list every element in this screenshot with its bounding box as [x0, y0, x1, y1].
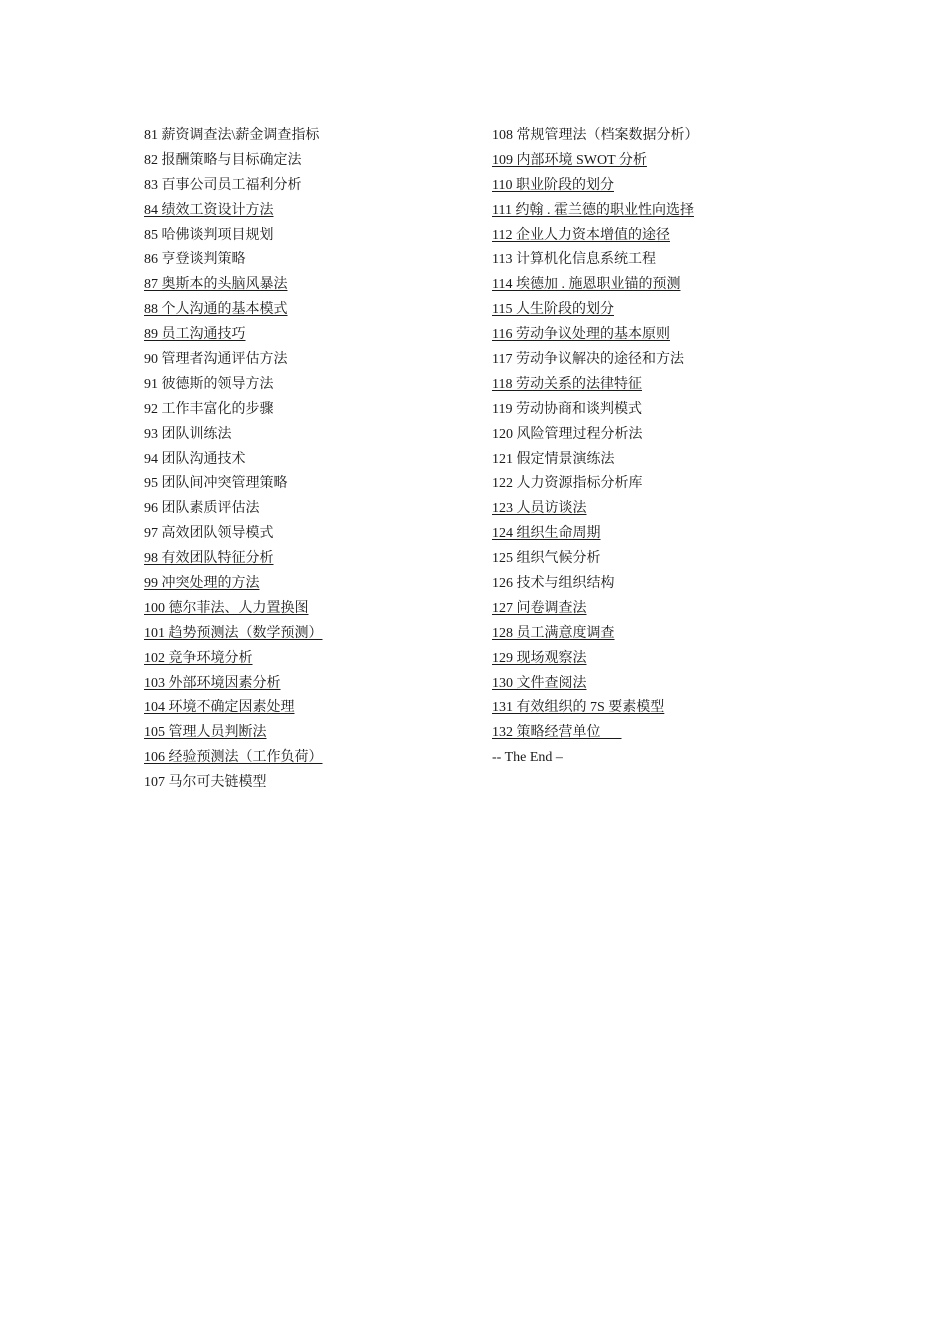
toc-entry-text: 82 报酬策略与目标确定法: [144, 152, 302, 168]
toc-entry: [492, 547, 822, 572]
toc-entry: [144, 174, 474, 199]
toc-entry: [144, 348, 474, 373]
toc-entry-text: 128 员工满意度调查: [492, 625, 615, 641]
toc-entry: [144, 497, 474, 522]
toc-entry-text: 112 企业人力资本增值的途径: [492, 227, 670, 243]
toc-entry[interactable]: [492, 174, 822, 199]
toc-entry[interactable]: [144, 273, 474, 298]
toc-entry[interactable]: [144, 298, 474, 323]
toc-entry-text: 119 劳动协商和谈判模式: [492, 401, 642, 417]
toc-entry: [144, 448, 474, 473]
left-column-list: [144, 124, 474, 796]
toc-entry: [144, 398, 474, 423]
toc-entry-text: 117 劳动争议解决的途径和方法: [492, 352, 684, 368]
toc-entry[interactable]: [492, 323, 822, 348]
toc-entry[interactable]: [492, 373, 822, 398]
toc-entry-text: 109 内部环境 SWOT 分析: [492, 152, 647, 168]
toc-entry-text: 87 奥斯本的头脑风暴法: [144, 277, 288, 293]
toc-entry-text: 126 技术与组织结构: [492, 576, 615, 592]
toc-entry[interactable]: [144, 696, 474, 721]
toc-entry-text: 124 组织生命周期: [492, 526, 601, 542]
toc-entry: [144, 248, 474, 273]
toc-entry: [492, 423, 822, 448]
toc-entry-text: 88 个人沟通的基本模式: [144, 302, 288, 318]
toc-entry[interactable]: [492, 273, 822, 298]
toc-entry-text: 130 文件查阅法: [492, 675, 587, 691]
toc-entry[interactable]: [492, 622, 822, 647]
toc-entry-text: 106 经验预测法（工作负荷）: [144, 750, 323, 766]
toc-entry[interactable]: [144, 746, 474, 771]
toc-entry: [144, 373, 474, 398]
toc-entry-text: 98 有效团队特征分析: [144, 551, 274, 567]
toc-entry-text: 110 职业阶段的划分: [492, 177, 614, 193]
toc-entry[interactable]: [492, 298, 822, 323]
toc-entry: [144, 423, 474, 448]
toc-entry-text: 86 亨登谈判策略: [144, 252, 246, 268]
toc-entry[interactable]: [492, 696, 822, 721]
toc-entry-text: 120 风险管理过程分析法: [492, 426, 643, 442]
toc-entry[interactable]: [144, 721, 474, 746]
toc-entry[interactable]: [492, 149, 822, 174]
toc-entry: [144, 224, 474, 249]
toc-entry: [144, 149, 474, 174]
toc-entry-text: 93 团队训练法: [144, 426, 232, 442]
toc-entry-text: 99 冲突处理的方法: [144, 576, 260, 592]
toc-entry: [492, 572, 822, 597]
toc-entry-text: 90 管理者沟通评估方法: [144, 352, 288, 368]
toc-entry-text: 122 人力资源指标分析库: [492, 476, 643, 492]
toc-entry-text: 92 工作丰富化的步骤: [144, 401, 274, 417]
toc-entry-text: 97 高效团队领导模式: [144, 526, 274, 542]
toc-entry: [144, 124, 474, 149]
toc-entry[interactable]: [144, 547, 474, 572]
toc-entry-text: 121 假定情景演练法: [492, 451, 615, 467]
toc-entry-text: 115 人生阶段的划分: [492, 302, 614, 318]
end-marker: [492, 746, 822, 771]
toc-entry-text: 116 劳动争议处理的基本原则: [492, 327, 670, 343]
toc-entry-text: 100 德尔菲法、人力置换图: [144, 600, 309, 616]
toc-entry-text: 127 问卷调查法: [492, 600, 587, 616]
toc-entry[interactable]: [492, 497, 822, 522]
toc-entry-text: 123 人员访谈法: [492, 501, 587, 517]
toc-entry[interactable]: [492, 672, 822, 697]
toc-entry-text: 125 组织气候分析: [492, 551, 601, 567]
toc-entry[interactable]: [144, 323, 474, 348]
toc-entry-text: 96 团队素质评估法: [144, 501, 260, 517]
toc-entry[interactable]: [492, 224, 822, 249]
toc-entry-text: 89 员工沟通技巧: [144, 327, 246, 343]
toc-entry-text: 118 劳动关系的法律特征: [492, 376, 642, 392]
toc-entry-text: 102 竞争环境分析: [144, 650, 253, 666]
toc-entry-text: 81 薪资调查法\薪金调查指标: [144, 128, 320, 143]
toc-entry[interactable]: [144, 647, 474, 672]
toc-entry[interactable]: [144, 622, 474, 647]
toc-entry[interactable]: [144, 199, 474, 224]
end-marker-text: -- The End –: [492, 750, 563, 766]
toc-entry: [492, 248, 822, 273]
toc-entry: [144, 771, 474, 796]
toc-entry-text: 85 哈佛谈判项目规划: [144, 227, 274, 243]
toc-entry-text: 104 环境不确定因素处理: [144, 700, 295, 716]
toc-entry: [492, 398, 822, 423]
right-column-list: [492, 124, 822, 771]
toc-entry-text: 114 埃德加 . 施恩职业锚的预测: [492, 277, 681, 293]
toc-entry: [492, 448, 822, 473]
toc-entry: [492, 348, 822, 373]
toc-entry-text: 129 现场观察法: [492, 650, 587, 666]
toc-entry-text: 111 约翰 . 霍兰德的职业性向选择: [492, 202, 694, 218]
toc-entry-text: 83 百事公司员工福利分析: [144, 177, 302, 193]
toc-entry-text: 113 计算机化信息系统工程: [492, 252, 656, 268]
toc-entry-text: 107 马尔可夫链模型: [144, 775, 267, 791]
toc-entry[interactable]: [492, 721, 822, 746]
toc-entry-text: 94 团队沟通技术: [144, 451, 246, 467]
toc-entry[interactable]: [144, 597, 474, 622]
toc-entry: [492, 124, 822, 149]
toc-entry: [492, 472, 822, 497]
toc-entry-text: 95 团队间冲突管理策略: [144, 476, 288, 492]
toc-entry-text: 132 策略经营单位: [492, 725, 622, 741]
toc-entry-text: 91 彼德斯的领导方法: [144, 376, 274, 392]
toc-entry[interactable]: [144, 672, 474, 697]
toc-entry[interactable]: [492, 199, 822, 224]
toc-entry-text: 131 有效组织的 7S 要素模型: [492, 700, 665, 716]
toc-entry: [144, 522, 474, 547]
toc-entry-text: 101 趋势预测法（数学预测）: [144, 625, 323, 641]
toc-entry-text: 103 外部环境因素分析: [144, 675, 281, 691]
toc-entry-text: 105 管理人员判断法: [144, 725, 267, 741]
toc-entry[interactable]: [492, 522, 822, 547]
toc-entry[interactable]: [492, 647, 822, 672]
toc-entry: [144, 472, 474, 497]
toc-entry-text: 84 绩效工资设计方法: [144, 202, 274, 218]
toc-entry[interactable]: [144, 572, 474, 597]
toc-entry[interactable]: [492, 597, 822, 622]
toc-entry-text: 108 常规管理法（档案数据分析）: [492, 128, 699, 143]
